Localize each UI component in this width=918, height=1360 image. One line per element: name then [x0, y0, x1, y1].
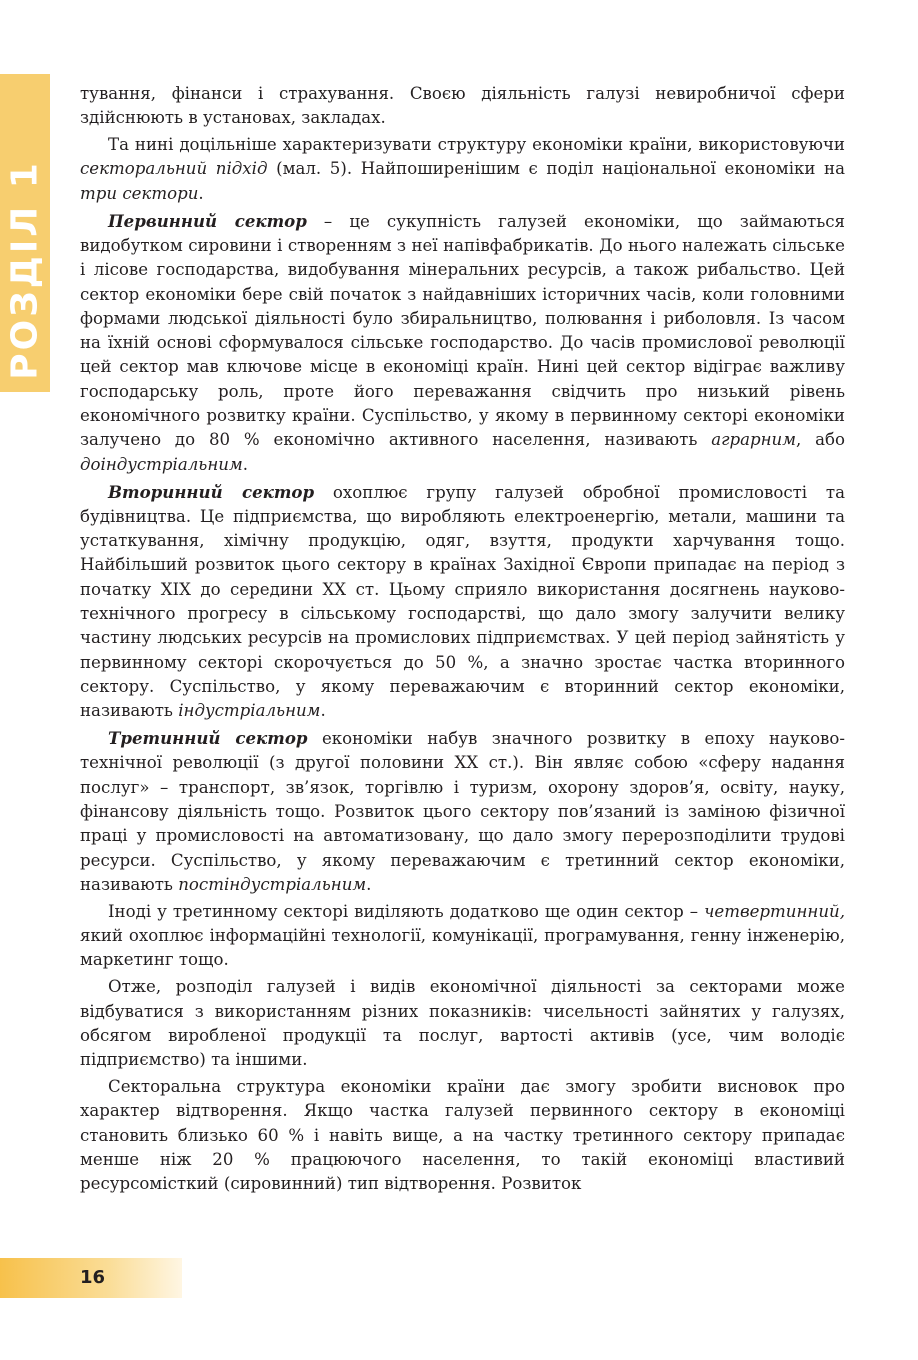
paragraph-intro-continuation: тування, фінанси і страхування. Своєю діяльність галузі невиробничої сфери здійснюють в установах, закладах. [80, 84, 845, 128]
term-three-sectors: три сектори [80, 183, 199, 203]
term-primary-sector: Первинний сектор [108, 210, 307, 231]
term-secondary-sector: Вторинний сектор [108, 481, 315, 502]
term-preindustrial: доіндустріальним [80, 454, 243, 474]
paragraph-distribution-indicators: Отже, розподіл галузей і видів економічної діяльності за секторами може відбуватися з використанням різних показників: чисельності зайнятих у галузях, обсягом виробленої продукції та послуг, вартості активів (усе, чим володіє підприємство) та іншими. [80, 977, 845, 1070]
paragraph-tertiary-sector: Третинний сектор економіки набув значного розвитку в епоху науково-технічної революції (з другої половини XX ст.). Він являє собою «сферу надання послуг» – транспорт, зв’язок, торгівлю і туризм, охорону здоров’я, освіту, науку, фінансову діяльність тощо. Розвиток цього сектору пов’язаний із заміною фізичної праці у промисловості на автоматизовану, що дало змогу перерозподілити трудові ресурси. Суспільство, у якому переважаючим є третинний сектор економіки, називають постіндустріальним. [80, 728, 845, 894]
body-text [80, 82, 845, 1197]
paragraph-sectoral-structure: Секторальна структура економіки країни дає змогу зробити висновок про характер відтворення. Якщо частка галузей первинного сектору в економіці становить близько 60 % і навіть вище, а на частку третинного сектору припадає менше ніж 20 % працюючого населення, то такій економіці властивий ресурсомісткий (сировинний) тип відтворення. Розвиток [80, 1077, 845, 1194]
paragraph-secondary-sector: Вторинний сектор охоплює групу галузей обробної промисловості та будівництва. Це підприємства, що виробляють електроенергію, метали, машини та устаткування, хімічну продукцію, одяг, взуття, продукти харчування тощо. Найбільший розвиток цього сектору в країнах Західної Європи припадає на період з початку XIX до середини XX ст. Цьому сприяло використання досягнень науково-технічного прогресу в сільському господарстві, що дало змогу залучити велику частину людських ресурсів на промислових підприємствах. У цей період зайнятість у первинному секторі скорочується до 50 %, а значно зростає частка вторинного сектору. Суспільство, у якому переважаючим є вторинний сектор економіки, називають індустріальним. [80, 481, 845, 721]
paragraph-primary-sector: Первинний сектор – це сукупність галузей економіки, що займаються видобутком сировини і створенням з неї напівфабрикатів. До нього належать сільське і лісове господарства, видобування мінеральних ресурсів, а також рибальство. Цей сектор економіки бере свій початок з найдавніших історичних часів, коли головними формами людської діяльності було збиральництво, полювання і риболовля. Із часом на їхній основі сформувалося сільське господарство. До часів промислової революції цей сектор мав ключове місце в економіці країн. Нині цей сектор відіграє важливу господарську роль, проте його переважання свідчить про низький рівень економічного розвитку країни. Суспільство, у якому в первинному секторі економіки залучено до 80 % економічно активного населення, називають аграрним, або доіндустріальним. [80, 210, 845, 474]
paragraph-quaternary-sector: Іноді у третинному секторі виділяють додатково ще один сектор – четвертинний, який охоплює інформаційні технології, комунікації, програмування, генну інженерію, маркетинг тощо. [80, 901, 845, 970]
term-tertiary-sector: Третинний сектор [108, 728, 308, 749]
term-sectoral-approach: секторальний підхід [80, 159, 268, 179]
term-quaternary: четвертинний, [704, 901, 845, 921]
chapter-side-tab [0, 74, 50, 392]
term-agrarian: аграрним [711, 430, 796, 450]
chapter-label: РОЗДІЛ 1 [4, 160, 46, 380]
term-postindustrial: постіндустріальним [178, 874, 367, 894]
term-industrial: індустріальним [178, 701, 321, 721]
page-number: 16 [80, 1267, 106, 1288]
paragraph-sectoral-approach: Та нині доцільніше характеризувати структуру економіки країни, використовуючи секторальний підхід (мал. 5). Найпоширенішим є поділ національної економіки на три сектори. [80, 135, 845, 203]
